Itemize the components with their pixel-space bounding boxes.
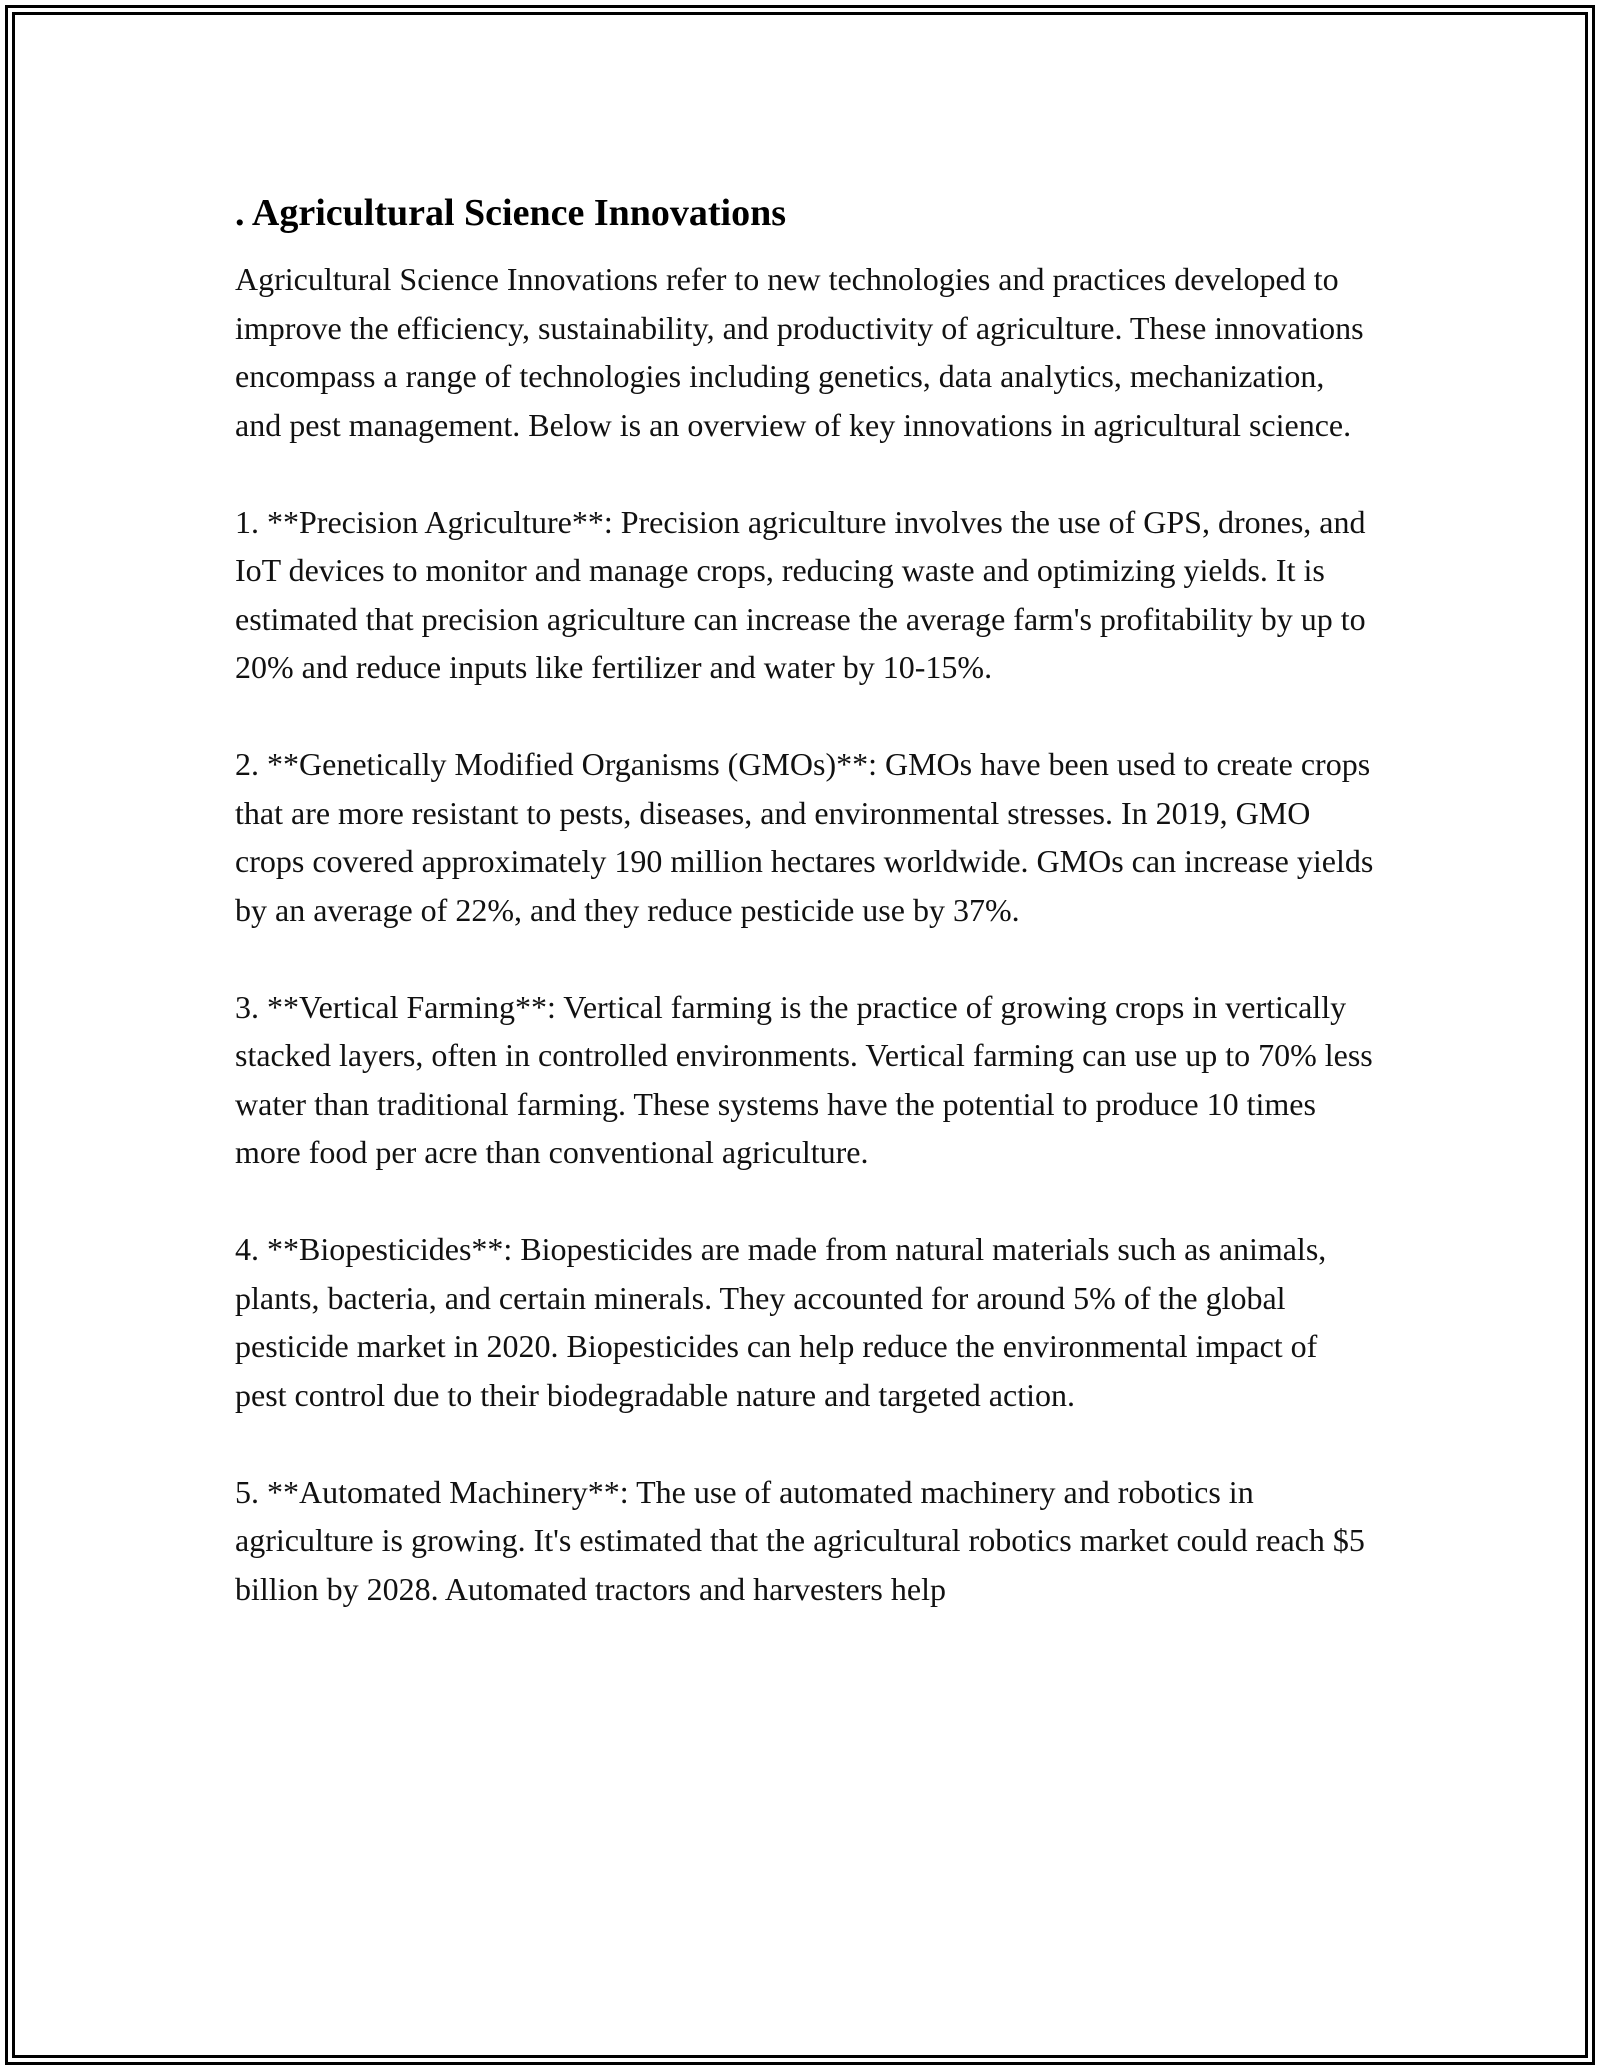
item-gmos: 2. **Genetically Modified Organisms (GMOs)**: GMOs have been used to create crops that are more resistant to pests, diseases, and environmental stresses. In 2019, GMO crops covered approximately 190 million hectares worldwide. GMOs can increase yields by an average of 22%, and they reduce pesticide use by 37%. — [235, 746, 1374, 928]
document-body — [235, 183, 1375, 1662]
intro-paragraph: Agricultural Science Innovations refer to new technologies and practices developed to improve the efficiency, sustainability, and productivity of agriculture. These innovations encompass a range of technologies including genetics, data analytics, mechanization, and pest management. Below is an overview of key innovations in agricultural science. — [235, 261, 1364, 443]
item-precision-agriculture: 1. **Precision Agriculture**: Precision agriculture involves the use of GPS, drones, and IoT devices to monitor and manage crops, reducing waste and optimizing yields. It is estimated that precision agriculture can increase the average farm's profitability by up to 20% and reduce inputs like fertilizer and water by 10-15%. — [235, 503, 1366, 685]
item-biopesticides: 4. **Biopesticides**: Biopesticides are made from natural materials such as animals, plants, bacteria, and certain minerals. They accounted for around 5% of the global pesticide market in 2020. Biopesticides can help reduce the environmental impact of pest control due to their biodegradable nature and targeted action. — [235, 1231, 1327, 1413]
item-vertical-farming: 3. **Vertical Farming**: Vertical farming is the practice of growing crops in vertically stacked layers, often in controlled environments. Vertical farming can use up to 70% less water than traditional farming. These systems have the potential to produce 10 times more food per acre than conventional agriculture. — [235, 988, 1373, 1170]
document-title: . Agricultural Science Innovations — [235, 192, 787, 234]
item-automated-machinery: 5. **Automated Machinery**: The use of automated machinery and robotics in agriculture is growing. It's estimated that the agricultural robotics market could reach $5 billion by 2028. Automated tractors and harvesters help — [235, 1473, 1365, 1607]
